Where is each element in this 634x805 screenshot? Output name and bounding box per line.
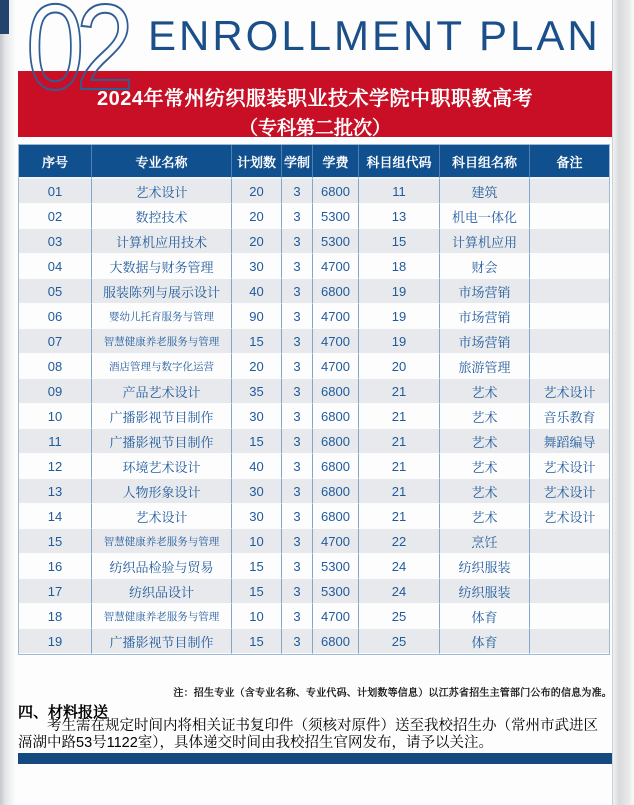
cell-tuition: 4700 xyxy=(313,304,359,329)
cell-years: 3 xyxy=(282,479,313,504)
cell-years: 3 xyxy=(282,304,313,329)
table-row xyxy=(19,204,609,229)
cell-subject-group-code: 20 xyxy=(359,354,440,379)
cell-remark xyxy=(530,254,609,279)
section4-body: 考生需在规定时间内将相关证书复印件（须核对原件）送至我校招生办（常州市武进区滆湖中路53号1122室），具体递交时间由我校招生官网发布，请予以关注。 xyxy=(18,718,598,751)
table-row xyxy=(19,404,609,429)
cell-remark xyxy=(530,179,609,204)
cell-subject-group-code: 18 xyxy=(359,254,440,279)
cell-tuition: 6800 xyxy=(313,429,359,454)
cell-tuition: 4700 xyxy=(313,329,359,354)
cell-years: 3 xyxy=(282,504,313,529)
cell-index: 04 xyxy=(19,254,92,279)
table-row xyxy=(19,329,609,354)
cell-plan-count: 20 xyxy=(232,229,282,254)
enrollment-plan-table xyxy=(18,144,610,655)
table-footnote: 注：招生专业（含专业名称、专业代码、计划数等信息）以江苏省招生主管部门公布的信息为准。 xyxy=(173,688,612,699)
cell-subject-group-code: 25 xyxy=(359,629,440,654)
cell-remark xyxy=(530,304,609,329)
cell-tuition: 4700 xyxy=(313,354,359,379)
cell-major: 酒店管理与数字化运营 xyxy=(92,354,232,379)
cell-tuition: 6800 xyxy=(313,404,359,429)
section4-title: 四、材料报送 xyxy=(18,704,109,721)
cell-subject-group-code: 15 xyxy=(359,229,440,254)
cell-major: 智慧健康养老服务与管理 xyxy=(92,329,232,354)
cell-subject-group-name: 艺术 xyxy=(440,404,530,429)
cell-index: 03 xyxy=(19,229,92,254)
column-header-remark: 备注 xyxy=(530,145,609,179)
cell-remark xyxy=(530,604,609,629)
cell-subject-group-name: 计算机应用 xyxy=(440,229,530,254)
cell-subject-group-code: 24 xyxy=(359,554,440,579)
page-left-edge-shading xyxy=(0,0,16,805)
cell-remark xyxy=(530,279,609,304)
cell-subject-group-name: 市场营销 xyxy=(440,329,530,354)
cell-major: 艺术设计 xyxy=(92,179,232,204)
cell-years: 3 xyxy=(282,604,313,629)
cell-major: 大数据与财务管理 xyxy=(92,254,232,279)
cell-index: 15 xyxy=(19,529,92,554)
cell-plan-count: 10 xyxy=(232,604,282,629)
cell-index: 17 xyxy=(19,579,92,604)
cell-subject-group-code: 21 xyxy=(359,404,440,429)
cell-subject-group-code: 13 xyxy=(359,204,440,229)
cell-plan-count: 15 xyxy=(232,554,282,579)
cell-years: 3 xyxy=(282,254,313,279)
cell-remark: 舞蹈编导 xyxy=(530,429,609,454)
cell-years: 3 xyxy=(282,579,313,604)
table-row xyxy=(19,554,609,579)
cell-remark: 音乐教育 xyxy=(530,404,609,429)
cell-index: 06 xyxy=(19,304,92,329)
cell-plan-count: 30 xyxy=(232,479,282,504)
cell-subject-group-code: 22 xyxy=(359,529,440,554)
cell-index: 19 xyxy=(19,629,92,654)
cell-index: 02 xyxy=(19,204,92,229)
table-row xyxy=(19,604,609,629)
cell-major: 智慧健康养老服务与管理 xyxy=(92,529,232,554)
cell-plan-count: 40 xyxy=(232,454,282,479)
table-row xyxy=(19,179,609,204)
cell-plan-count: 30 xyxy=(232,254,282,279)
cell-remark: 艺术设计 xyxy=(530,479,609,504)
cell-major: 服装陈列与展示设计 xyxy=(92,279,232,304)
table-row xyxy=(19,529,609,554)
table-row xyxy=(19,304,609,329)
cell-index: 08 xyxy=(19,354,92,379)
cell-index: 11 xyxy=(19,429,92,454)
cell-major: 计算机应用技术 xyxy=(92,229,232,254)
cell-remark xyxy=(530,354,609,379)
cell-subject-group-name: 纺织服装 xyxy=(440,579,530,604)
cell-plan-count: 20 xyxy=(232,179,282,204)
cell-plan-count: 90 xyxy=(232,304,282,329)
cell-subject-group-name: 艺术 xyxy=(440,454,530,479)
cell-plan-count: 20 xyxy=(232,354,282,379)
cell-remark xyxy=(530,529,609,554)
cell-major: 广播影视节目制作 xyxy=(92,404,232,429)
cell-years: 3 xyxy=(282,204,313,229)
cell-major: 广播影视节目制作 xyxy=(92,429,232,454)
cell-subject-group-name: 艺术 xyxy=(440,429,530,454)
section-title: ENROLLMENT PLAN xyxy=(148,12,601,59)
cell-plan-count: 15 xyxy=(232,429,282,454)
table-row xyxy=(19,479,609,504)
column-header-plan-count: 计划数 xyxy=(232,145,282,179)
table-row xyxy=(19,429,609,454)
column-header-tuition: 学费 xyxy=(313,145,359,179)
cell-subject-group-code: 21 xyxy=(359,379,440,404)
cell-index: 01 xyxy=(19,179,92,204)
cell-major: 产品艺术设计 xyxy=(92,379,232,404)
cell-major: 智慧健康养老服务与管理 xyxy=(92,604,232,629)
cell-tuition: 4700 xyxy=(313,254,359,279)
cell-years: 3 xyxy=(282,229,313,254)
table-row xyxy=(19,379,609,404)
cell-plan-count: 15 xyxy=(232,329,282,354)
cell-plan-count: 30 xyxy=(232,404,282,429)
cell-tuition: 6800 xyxy=(313,504,359,529)
cell-index: 05 xyxy=(19,279,92,304)
cell-subject-group-code: 21 xyxy=(359,479,440,504)
cell-tuition: 5300 xyxy=(313,579,359,604)
table-row xyxy=(19,229,609,254)
cell-index: 13 xyxy=(19,479,92,504)
cell-tuition: 5300 xyxy=(313,554,359,579)
cell-years: 3 xyxy=(282,404,313,429)
cell-subject-group-code: 21 xyxy=(359,454,440,479)
cell-tuition: 6800 xyxy=(313,379,359,404)
cell-subject-group-code: 21 xyxy=(359,429,440,454)
cell-remark xyxy=(530,629,609,654)
cell-major: 艺术设计 xyxy=(92,504,232,529)
column-header-years: 学制 xyxy=(282,145,313,179)
cell-years: 3 xyxy=(282,279,313,304)
cell-index: 16 xyxy=(19,554,92,579)
table-row xyxy=(19,254,609,279)
cell-major: 广播影视节目制作 xyxy=(92,629,232,654)
cell-index: 12 xyxy=(19,454,92,479)
cell-years: 3 xyxy=(282,354,313,379)
table-row xyxy=(19,579,609,604)
cell-years: 3 xyxy=(282,629,313,654)
cell-years: 3 xyxy=(282,554,313,579)
table-header-row xyxy=(19,145,609,179)
cell-subject-group-name: 财会 xyxy=(440,254,530,279)
cell-remark xyxy=(530,579,609,604)
cell-subject-group-name: 艺术 xyxy=(440,479,530,504)
cell-major: 纺织品检验与贸易 xyxy=(92,554,232,579)
cell-tuition: 6800 xyxy=(313,629,359,654)
cell-tuition: 4700 xyxy=(313,604,359,629)
cell-years: 3 xyxy=(282,529,313,554)
cell-subject-group-code: 11 xyxy=(359,179,440,204)
cell-plan-count: 10 xyxy=(232,529,282,554)
cell-index: 09 xyxy=(19,379,92,404)
cell-plan-count: 20 xyxy=(232,204,282,229)
column-header-index: 序号 xyxy=(19,145,92,179)
page-right-margin xyxy=(612,0,634,805)
cell-major: 数控技术 xyxy=(92,204,232,229)
table-row xyxy=(19,454,609,479)
cell-subject-group-name: 纺织服装 xyxy=(440,554,530,579)
banner-title-line1: 2024年常州纺织服装职业技术学院中职职教高考 xyxy=(97,88,533,110)
cell-index: 18 xyxy=(19,604,92,629)
cell-plan-count: 35 xyxy=(232,379,282,404)
cell-tuition: 6800 xyxy=(313,279,359,304)
section-number: 02 xyxy=(26,0,126,115)
cell-subject-group-name: 艺术 xyxy=(440,379,530,404)
cell-plan-count: 40 xyxy=(232,279,282,304)
cell-plan-count: 15 xyxy=(232,579,282,604)
table-row xyxy=(19,504,609,529)
cell-subject-group-name: 市场营销 xyxy=(440,279,530,304)
cell-index: 10 xyxy=(19,404,92,429)
bottom-divider-bar xyxy=(18,753,612,764)
cell-subject-group-code: 19 xyxy=(359,329,440,354)
cell-major: 人物形象设计 xyxy=(92,479,232,504)
cell-subject-group-name: 机电一体化 xyxy=(440,204,530,229)
column-header-major: 专业名称 xyxy=(92,145,232,179)
cell-major: 婴幼儿托育服务与管理 xyxy=(92,304,232,329)
cell-subject-group-name: 艺术 xyxy=(440,504,530,529)
cell-years: 3 xyxy=(282,454,313,479)
cell-remark xyxy=(530,329,609,354)
cell-plan-count: 30 xyxy=(232,504,282,529)
cell-subject-group-name: 市场营销 xyxy=(440,304,530,329)
table-row xyxy=(19,629,609,654)
cell-index: 07 xyxy=(19,329,92,354)
cell-years: 3 xyxy=(282,329,313,354)
table-row xyxy=(19,279,609,304)
table-row xyxy=(19,354,609,379)
cell-major: 纺织品设计 xyxy=(92,579,232,604)
cell-plan-count: 15 xyxy=(232,629,282,654)
cell-tuition: 6800 xyxy=(313,454,359,479)
cell-remark xyxy=(530,204,609,229)
cell-major: 环境艺术设计 xyxy=(92,454,232,479)
cell-remark xyxy=(530,554,609,579)
banner-title-line2: （专科第二批次） xyxy=(238,118,391,139)
cell-tuition: 6800 xyxy=(313,179,359,204)
cell-subject-group-code: 21 xyxy=(359,504,440,529)
column-header-subject-group-code: 科目组代码 xyxy=(359,145,440,179)
cell-tuition: 5300 xyxy=(313,204,359,229)
cell-years: 3 xyxy=(282,379,313,404)
cell-tuition: 5300 xyxy=(313,229,359,254)
corner-mark xyxy=(0,0,9,34)
column-header-subject-group-name: 科目组名称 xyxy=(440,145,530,179)
cell-index: 14 xyxy=(19,504,92,529)
cell-subject-group-name: 建筑 xyxy=(440,179,530,204)
cell-remark: 艺术设计 xyxy=(530,504,609,529)
cell-subject-group-name: 旅游管理 xyxy=(440,354,530,379)
cell-subject-group-name: 烹饪 xyxy=(440,529,530,554)
cell-subject-group-name: 体育 xyxy=(440,629,530,654)
cell-subject-group-code: 19 xyxy=(359,279,440,304)
cell-subject-group-code: 24 xyxy=(359,579,440,604)
cell-subject-group-name: 体育 xyxy=(440,604,530,629)
cell-tuition: 4700 xyxy=(313,529,359,554)
cell-subject-group-code: 25 xyxy=(359,604,440,629)
cell-subject-group-code: 19 xyxy=(359,304,440,329)
cell-remark: 艺术设计 xyxy=(530,379,609,404)
cell-tuition: 6800 xyxy=(313,479,359,504)
cell-remark: 艺术设计 xyxy=(530,454,609,479)
cell-years: 3 xyxy=(282,429,313,454)
cell-remark xyxy=(530,229,609,254)
cell-years: 3 xyxy=(282,179,313,204)
